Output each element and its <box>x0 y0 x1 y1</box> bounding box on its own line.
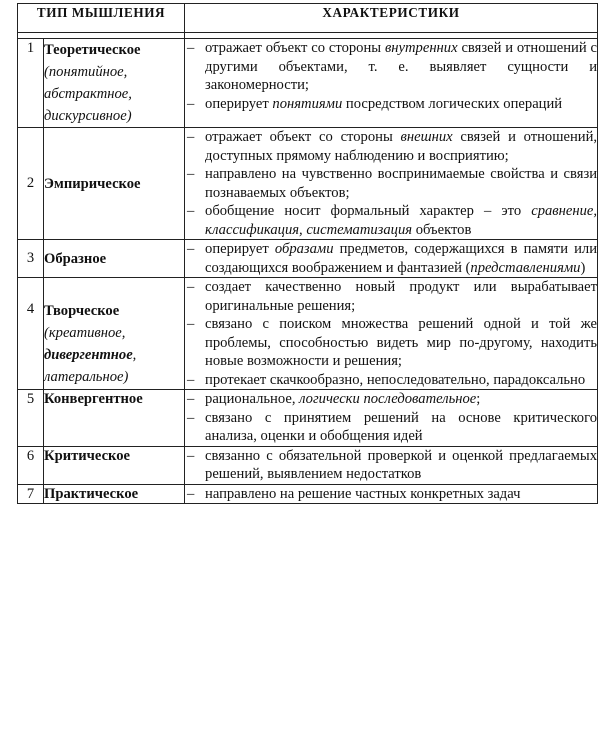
row-characteristics <box>185 446 598 484</box>
table-row <box>18 39 598 128</box>
row-number: 2 <box>18 128 44 240</box>
characteristic-item: – связано с принятием решений на основе критического анализа, оценки и обобщения идей <box>187 409 598 444</box>
type-name: Эмпирическое <box>44 175 141 192</box>
type-name: Творческое <box>44 303 120 319</box>
row-characteristics <box>185 278 598 390</box>
type-subtitle-line: (креативное, <box>44 325 126 341</box>
characteristic-item: – связанно с обязательной проверкой и оценкой предлагаемых решений, выявлением недостатков <box>187 447 598 482</box>
type-name: Теоретическое <box>44 42 141 58</box>
row-type-cell <box>44 39 185 128</box>
row-type-cell <box>44 484 185 504</box>
row-number: 5 <box>18 390 44 447</box>
row-type-cell <box>44 278 185 390</box>
row-characteristics <box>185 240 598 278</box>
table-row <box>18 484 598 504</box>
characteristic-item: – отражает объект со стороны внутренних связей и отношений с другими объектами, т. е. выявляет сущности и закономерности; <box>187 40 598 93</box>
table-row <box>18 240 598 278</box>
characteristic-item: – оперирует образами предметов, содержащихся в памяти или создающихся воображением и фантазией (представлениями) <box>187 241 598 276</box>
row-type-cell <box>44 128 185 240</box>
row-characteristics <box>185 128 598 240</box>
type-subtitle-line: абстрактное, <box>44 86 132 102</box>
row-number: 6 <box>18 446 44 484</box>
type-name: Критическое <box>44 447 131 464</box>
characteristic-item: – связано с поиском множества решений одной и той же проблемы, способностью видеть мир по-другому, находить новые возможности и решения; <box>187 316 598 369</box>
type-name: Практическое <box>44 485 139 502</box>
table-row <box>18 390 598 447</box>
table-row <box>18 128 598 240</box>
table-row <box>18 278 598 390</box>
row-characteristics <box>185 39 598 128</box>
characteristic-item: – протекает скачкообразно, непоследовательно, парадоксально <box>187 371 586 388</box>
row-characteristics <box>185 390 598 447</box>
row-number: 3 <box>18 240 44 278</box>
row-number: 4 <box>18 278 44 390</box>
header-type: ТИП МЫШЛЕНИЯ <box>18 4 185 33</box>
characteristic-item: – оперирует понятиями посредством логических операций <box>187 95 563 112</box>
row-type-cell <box>44 446 185 484</box>
table-header-row <box>18 4 598 33</box>
thinking-types-table <box>17 3 598 504</box>
characteristic-item: – направлено на чувственно воспринимаемые свойства и связи познаваемых объектов; <box>187 166 598 201</box>
type-name: Конвергентное <box>44 391 143 407</box>
characteristic-item: – отражает объект со стороны внешних связей и отношений, доступных прямому наблюдению и восприятию; <box>187 129 598 164</box>
characteristic-item: – направлено на решение частных конкретных задач <box>187 485 521 502</box>
row-number: 7 <box>18 484 44 504</box>
type-subtitle-line: (понятийное, <box>44 64 128 80</box>
type-subtitle-line: дивергентное, <box>44 347 137 363</box>
row-type-cell <box>44 240 185 278</box>
row-characteristics <box>185 484 598 504</box>
row-type-cell <box>44 390 185 447</box>
header-characteristics: ХАРАКТЕРИСТИКИ <box>185 4 598 33</box>
type-subtitle-line: дискурсивное) <box>44 108 132 124</box>
characteristic-item: – обобщение носит формальный характер – это сравнение, классификация, систематизация объектов <box>187 203 598 238</box>
characteristic-item: – рациональное, логически последовательное; <box>187 391 481 407</box>
table-row <box>18 446 598 484</box>
characteristic-item: – создает качественно новый продукт или вырабатывает оригинальные решения; <box>187 279 598 314</box>
row-number: 1 <box>18 39 44 128</box>
type-name: Образное <box>44 250 107 267</box>
type-subtitle-line: латеральное) <box>44 369 129 385</box>
